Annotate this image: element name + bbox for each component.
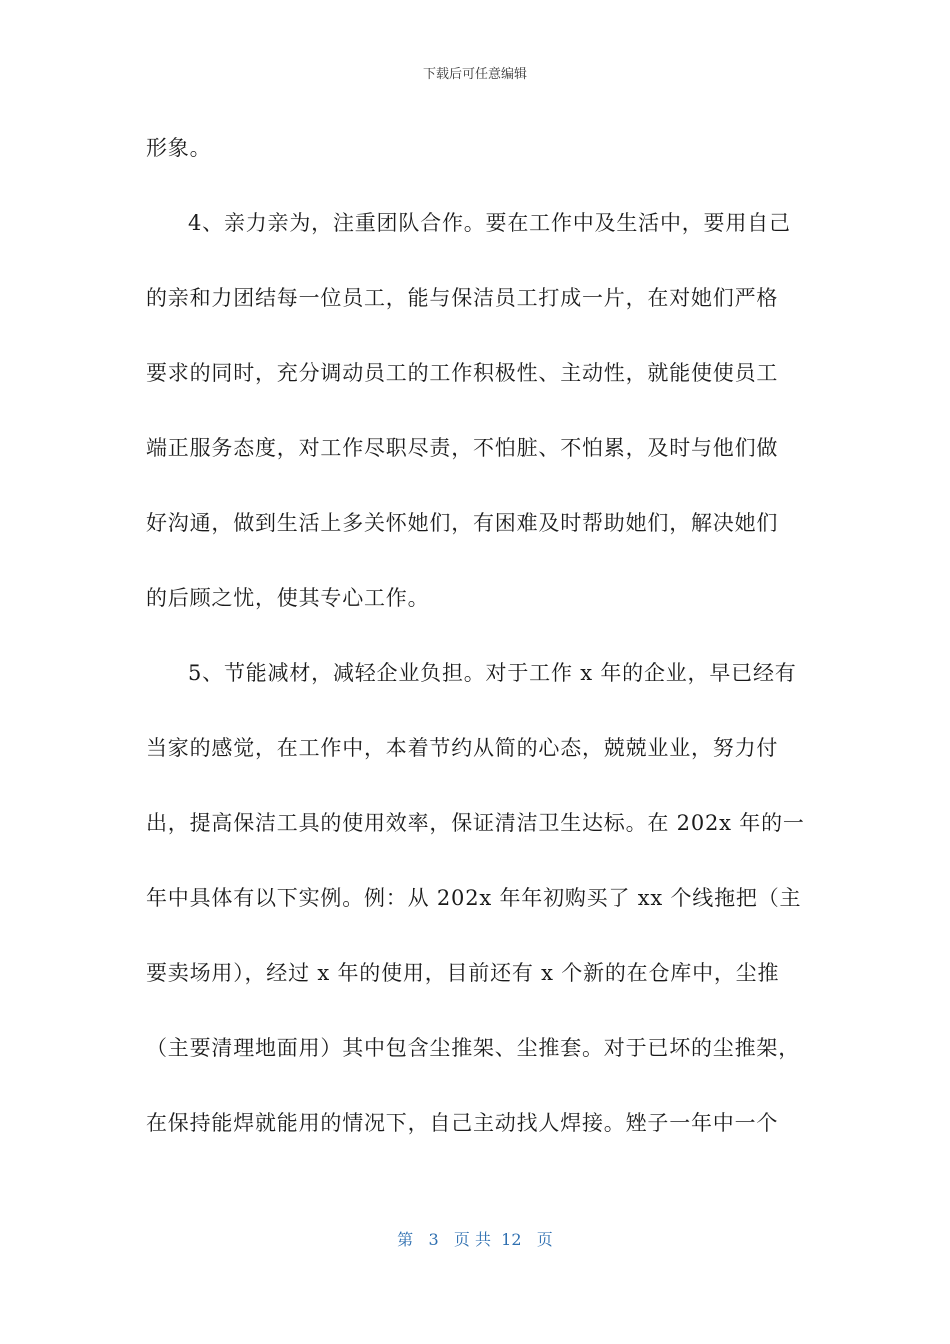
page-footer xyxy=(0,1229,950,1251)
text-line: （主要清理地面用）其中包含尘推架、尘推套。对于已坏的尘推架， xyxy=(146,1036,800,1060)
document-body xyxy=(146,128,806,1178)
text-line: 的后顾之忧，使其专心工作。 xyxy=(146,586,430,610)
text-line: 当家的感觉，在工作中，本着节约从简的心态，兢兢业业，努力付 xyxy=(146,736,779,760)
text-line: 在保持能焊就能用的情况下，自己主动找人焊接。矬子一年中一个 xyxy=(146,1111,779,1135)
text-line: 的亲和力团结每一位员工，能与保洁员工打成一片，在对她们严格 xyxy=(146,286,779,310)
footer-middle: 页 共 xyxy=(453,1230,491,1249)
page-header xyxy=(0,66,950,84)
text-line: 要卖场用），经过 x 年的使用，目前还有 x 个新的在仓库中，尘推 xyxy=(146,961,780,985)
page-number: 3 xyxy=(428,1230,439,1249)
footer-prefix: 第 xyxy=(397,1230,414,1249)
header-text: 下载后可任意编辑 xyxy=(422,67,527,82)
text-line: 形象。 xyxy=(146,136,212,160)
text-line: 端正服务态度，对工作尽职尽责，不怕脏、不怕累，及时与他们做 xyxy=(146,436,779,460)
text-line: 要求的同时，充分调动员工的工作积极性、主动性，就能使使员工 xyxy=(146,361,779,385)
text-line: 好沟通，做到生活上多关怀她们，有困难及时帮助她们，解决她们 xyxy=(146,511,779,535)
text-line: 年中具体有以下实例。例：从 202x 年年初购买了 xx 个线拖把（主 xyxy=(146,886,802,910)
text-line: 5、节能减材，减轻企业负担。对于工作 x 年的企业，早已经有 xyxy=(188,661,797,685)
total-pages: 12 xyxy=(501,1230,522,1249)
text-line: 出，提高保洁工具的使用效率，保证清洁卫生达标。在 202x 年的一 xyxy=(146,811,805,835)
footer-suffix: 页 xyxy=(536,1230,553,1249)
text-line: 4、亲力亲为，注重团队合作。要在工作中及生活中，要用自己 xyxy=(188,211,791,235)
